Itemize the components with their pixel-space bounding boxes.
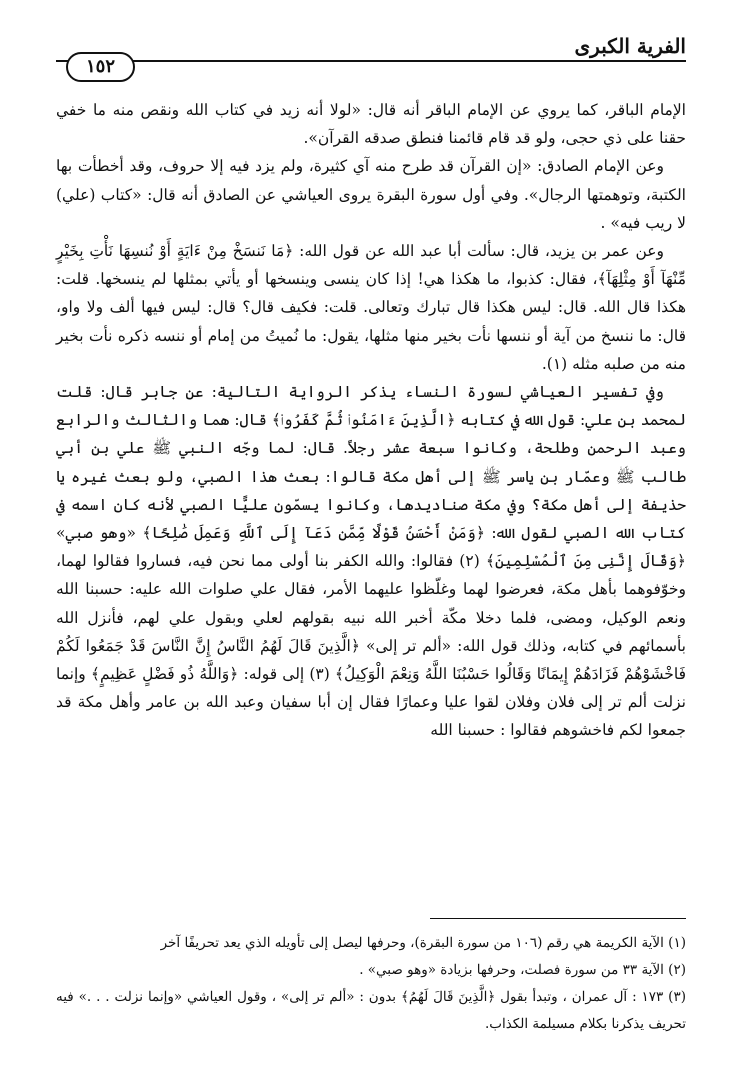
paragraph: وعن عمر بن يزيد، قال: سألت أبا عبد الله عن قول الله: ﴿مَا نَنسَخْ مِنْ ءَايَةٍ أَوْ نُنسِهَا نَأْتِ بِخَيْرٍ مِّنْهَآ أَوْ مِثْلِهَآ﴾، فقال: كذبوا، ما هكذا هي! إذا كان ينسى وينسخها أو يأتي بمثلها لم ينسخها. قلت: هكذا قال الله. قال: ليس هكذا قال تبارك وتعالى. قلت: فكيف قال؟ قال: ليس فيها ألف ولا واو، قال: ما ننسخ من آية أو ننسها نأت بخير منها مثلها، يقول: ما نُميتُ من إمام أو ننسه ذكره نأت بخير منه من صلبه مثله (١). [56, 242, 686, 373]
footnote-separator [430, 918, 686, 919]
header-rule [56, 60, 686, 62]
footnotes [56, 930, 686, 1038]
footnote: (٣) ١٧٣ : آل عمران ، وتبدأ بقول ﴿الَّذِينَ قَالَ لَهُمُ﴾ بدون : «ألم تر إلى» ، وقول العياشي «وإنما نزلت . . .» فيه تحريف يذكرنا بكلام مسيلمة الكذاب. [56, 989, 686, 1032]
page-number: ١٥٢ [66, 52, 135, 82]
paragraph: الإمام الباقر، كما يروي عن الإمام الباقر أنه قال: «لولا أنه زيد في كتاب الله ونقص منه ما خفي حقنا على ذي حجى، ولو قد قام قائمنا فنطق صدقه القرآن». [56, 101, 686, 148]
paragraph: وعن الإمام الصادق: «إن القرآن قد طرح منه آي كثيرة، ولم يزد فيه إلا حروف، وقد أخطأت بها الكتبة، وتوهمتها الرجال». وفي أول سورة البقرة يروى العياشي عن الصادق أنه قال: «كتاب (علي) لا ريب فيه» . [56, 157, 686, 232]
paragraph: وفي تفسير العياشي لسورة النساء يذكر الرواية التالية: عن جابر قال: قلت لمحمد بن علي: قول الله في كتابه ﴿الَّذِينَ ءَامَنُوا۟ ثُمَّ كَفَرُوا۟﴾ قال: هما والثالث والرابع وعبد الرحمن وطلحة، وكانوا سبعة عشر رجلاً. قال: لما وجّه النبي ﷺ علي بن أبي طالب ﷺ وعمّار بن ياسر ﷺ إلى أهل مكة قالوا: بعث هذا الصبي، ولو بعث غيره يا حذيفة إلى أهل مكة؟ وفي مكة صناديدها، وكانوا يسمّون عليًّا الصبي لأنه كان اسمه في كتاب الله الصبي لقول الله: ﴿وَمَنْ أَحْسَنُ قَوْلًا مِّمَّن دَعَآ إِلَى ٱللَّهِ وَعَمِلَ صَٰلِحًا﴾ «وهو صبي» ﴿وَقَالَ إِنَّنِى مِنَ ٱلْمُسْلِمِينَ﴾ (٢) فقالوا: والله الكفر بنا أولى مما نحن فيه، فساروا فقالوا لهما، وخوّفوهما بأهل مكة، فعرضوا لهما وغلّظوا عليهما الأمر، فقال علي صلوات الله عليه: حسبنا الله ونعم الوكيل، ومضى، فلما دخلا مكّة أخبر الله نبيه بقولهم لعلي وبقول علي لهم، فأنزل الله بأسمائهم في كتابه، وذلك قول الله: «ألم تر إلى» ﴿الَّذِينَ قَالَ لَهُمُ النَّاسُ إِنَّ النَّاسَ قَدْ جَمَعُوا لَكُمْ فَاخْشَوْهُمْ فَزَادَهُمْ إِيمَانًا وَقَالُوا حَسْبُنَا اللَّهُ وَنِعْمَ الْوَكِيلُ﴾ (٣) إلى قوله: ﴿وَاللَّهُ ذُو فَضْلٍ عَظِيمٍ﴾ وإنما نزلت ألم تر إلى فلان وفلان لقوا عليا وعمارًا فقال إن أبا سفيان وعبد الله بن عامر وأهل مكة قد جمعوا لكم فاخشوهم فقالوا : حسبنا الله [56, 383, 686, 740]
footnote: (٢) الآية ٣٣ من سورة فصلت، وحرفها بزيادة «وهو صبي» . [359, 962, 686, 978]
body-text [56, 96, 686, 745]
book-title: الفرية الكبرى [574, 34, 686, 58]
footnote: (١) الآية الكريمة هي رقم (١٠٦ من سورة البقرة)، وحرفها ليصل إلى تأويله الذي يعد تحريفًا آخر [160, 935, 686, 951]
page-header [56, 30, 686, 77]
